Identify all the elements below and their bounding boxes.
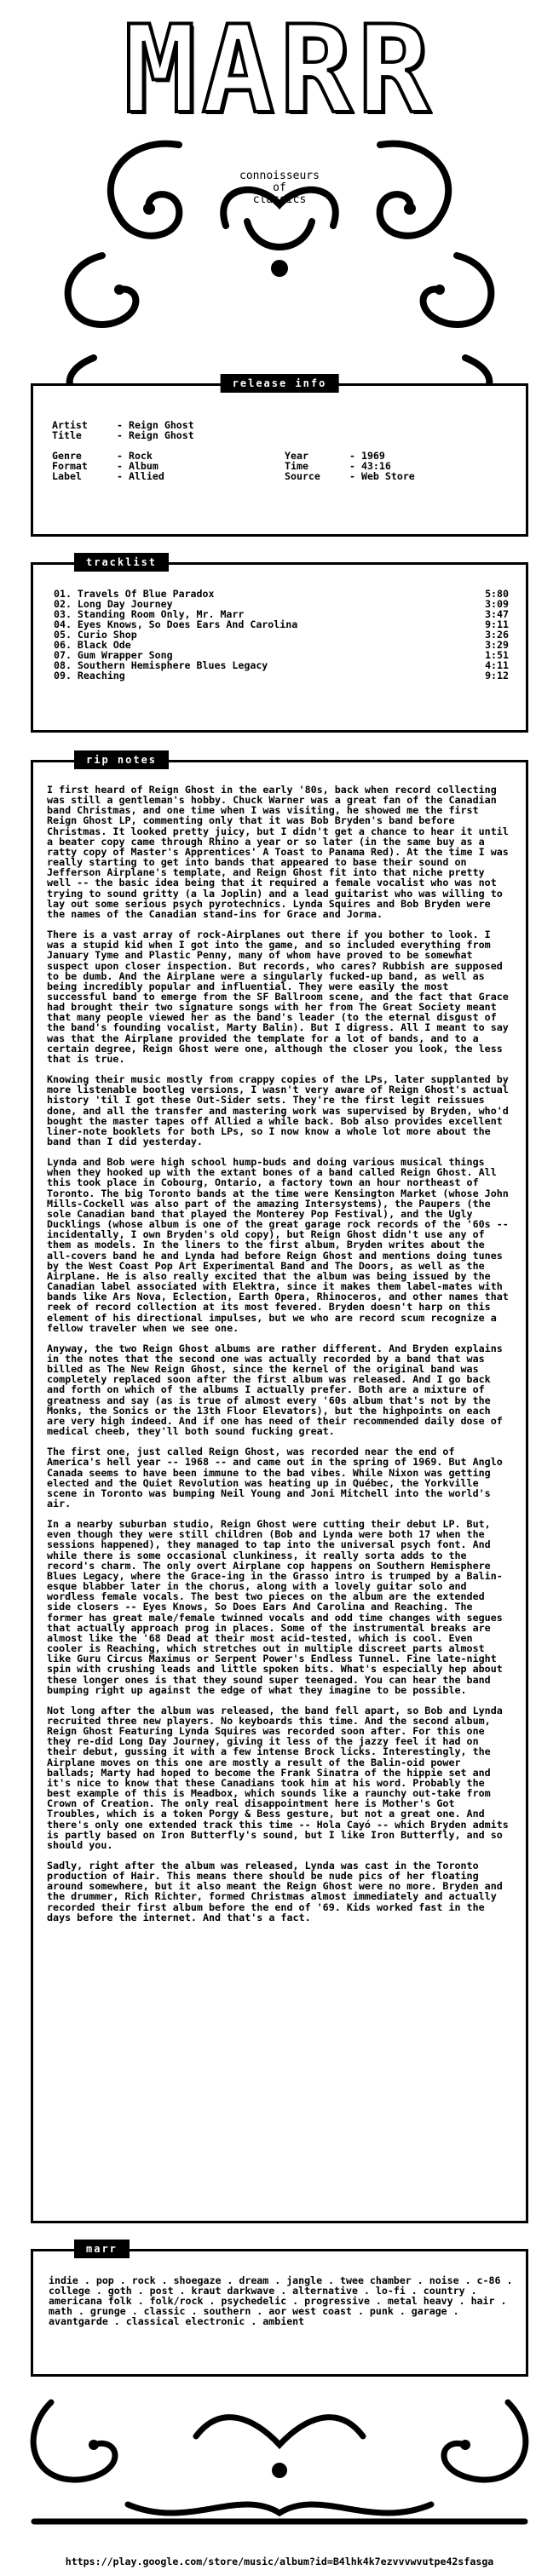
source-label: Source — [285, 470, 320, 482]
track-title: 06. Black Ode — [54, 639, 131, 651]
track-title: 03. Standing Room Only, Mr. Marr — [54, 608, 245, 620]
track-time: 3:29 — [485, 639, 509, 651]
time-value: - 43:16 — [349, 460, 391, 472]
rip-notes-paragraph: Anyway, the two Reign Ghost albums are rather different. And Bryden explains in the notes that the second one was actually recorded by a band that was billed as The New Reign Ghost, since the kernel of the original band was completely replaced soon after the first album was released. And I go back and forth on which of the albums I actually prefer. Both are a mixture of greatness and say (as is true of almost every '60s album that's not by the Monks, the Sonics or the 13th Floor Elevators), but the highpoints on each are very high indeed. And if one has need of their recommended daily dose of medical cheeb, they'll both sound fucking great. — [47, 1342, 503, 1438]
title-value: - Reign Ghost — [117, 429, 194, 441]
tracklist-panel — [31, 556, 528, 733]
track-title: 02. Long Day Journey — [54, 598, 173, 610]
rip-notes-paragraph: Knowing their music mostly from crappy copies of the LPs, later supplanted by more listenable bootleg versions, I wasn't very aware of Reign Ghost's actual history 'til I got these Out-Sider sets. They're the first legit reissues done, and all the transfer and mastering work was supervised by Bryden, who'd bought the master tapes off Allied a while back. Bob also provides excellent liner-note booklets for both LPs, so I now know a whole lot more about the band than I did yesterday. — [47, 1073, 509, 1147]
tagline — [0, 170, 559, 206]
track-time: 1:51 — [485, 649, 509, 661]
track-time: 3:47 — [485, 608, 509, 620]
label-label: Label — [52, 470, 82, 482]
track-time: 9:11 — [485, 618, 509, 630]
track-time: 9:12 — [485, 670, 509, 681]
format-label: Format — [52, 460, 88, 472]
format-value: - Album — [117, 460, 158, 472]
artist-value: - Reign Ghost — [117, 419, 194, 431]
rip-notes-paragraph: Not long after the album was released, the band fell apart, so Bob and Lynda recruited three new players. No keyboards this time. And the second album, Reign Ghost Featuring Lynda Squires was recorded soon after. For this one they re-did Long Day Journey, giving it less of the jazzy feel it had on their debut, gussing it with a few intense Brock licks. Interestingly, the Airplane moves on this one are mostly a result of the Balin-oid power ballads; Marty had hoped to become the Frank Sinatra of the hippie set and it's nice to know that these Canadians took him at his word. Probably the best example of this is Meadbox, which sounds like a raunchy out-take from Crown of Creation. The only real disappointment here is Mother's Got Troubles, which is a token Porgy & Bess gesture, but not a great one. And there's only one extended track this time -- Hola Cayó -- which Bryden admits is partly based on Iron Butterfly's sound, but I like Iron Butterfly, and so should you. — [47, 1704, 509, 1851]
track-title: 05. Curio Shop — [54, 629, 137, 641]
release-info-panel — [31, 377, 528, 537]
source-url-link[interactable]: https://play.google.com/store/music/album?id=B4lhk4k7ezvvvwvutpe42sfasga — [65, 2556, 494, 2567]
logo-text: MARR — [124, 0, 435, 141]
marr-logo — [0, 0, 559, 141]
rip-notes-paragraph: The first one, just called Reign Ghost, was recorded near the end of America's hell year -- 1968 -- and came out in the spring of 1969. But Anglo Canada seems to have been immune to the bad vibes. While Nixon was getting elected and the Quiet Revolution was heating up in Québec, the Yorkville scene in Toronto was bumping Neil Young and Joni Mitchell into the world's air. — [47, 1446, 503, 1509]
tagline-line: classics — [252, 193, 307, 206]
marr-tags-heading: marr — [74, 2240, 130, 2258]
tagline-line: connoisseurs — [239, 170, 320, 182]
tracklist-heading: tracklist — [74, 553, 169, 572]
track-row — [54, 670, 509, 681]
year-label: Year — [285, 450, 308, 462]
source-value: - Web Store — [349, 470, 415, 482]
title-label: Title — [52, 429, 82, 441]
track-title: 08. Southern Hemisphere Blues Legacy — [54, 659, 268, 671]
rip-notes-paragraph: In a nearby suburban studio, Reign Ghost were cutting their debut LP. But, even though they were still children (Bob and Lynda were both 17 when the sessions happened), they managed to tap into the universal psych font. And while there is some occasional clunkiness, it really sorta adds to the record's charm. The only overt Airplane cop happens on Southern Hemisphere Blues Legacy, where the Grace-ing in the Grasso intro is trumped by a Balin-esque blabber later in the chorus, along with a lovely guitar solo and wordless female vocals. The best two pieces on the album are the extended side closers -- Eyes Knows, So Does Ears And Carolina and Reaching. The former has great male/female twinned vocals and odd time changes with segues that actually approach prog in places. Some of the instrumental breaks are almost like the '68 Dead at their most acid-tested, which is cool. Even cooler is Reaching, which stretches out in multiple discreet parts almost like Guru Circus Maximus or Serpent Power's Endless Tunnel. Fine late-night spin with crushing leads and little spoken bits. What's especially hep about these longer ones is that they sound super teenaged. You can hear the band bumping right up against the edge of what they imagine to be possible. — [47, 1518, 503, 1696]
rip-notes-panel — [31, 754, 528, 2223]
track-time: 5:80 — [485, 588, 509, 600]
rip-notes-body — [33, 762, 526, 1941]
label-value: - Allied — [117, 470, 164, 482]
track-list — [33, 565, 526, 687]
artist-label: Artist — [52, 419, 88, 431]
year-value: - 1969 — [349, 450, 385, 462]
track-time: 4:11 — [485, 659, 509, 671]
rip-notes-paragraph: I first heard of Reign Ghost in the early '80s, back when record collecting was still a gentleman's hobby. Chuck Warner was a great fan of the Canadian band Christmas, and one time when I was visiting, he showed me the first Reign Ghost LP, commenting only that it was Bob Bryden's band before Christmas. It looked pretty juicy, but I didn't get a chance to hear it until a beater copy came through Rhino a year or so later (in the same buy as a ratty copy of Master's Apprentices' A Toast to Panama Red). At the time I was really starting to get into bands that appeared to base their sound on Jefferson Airplane's template, and Reign Ghost fit into that niche pretty well -- the basic idea being that it required a female vocalist who was not trying to sound gritty (a la Joplin) and a lead guitarist who was willing to lay out some serious psych pyrotechnics. Lynda Squires and Bob Bryden were the names of the Canadian stand-ins for Grace and Jorma. — [47, 784, 509, 920]
marr-tags-text: indie . pop . rock . shoegaze . dream . jangle . twee chamber . noise . c-86 . college . goth . post . kraut darkwave . alternative . lo-fi . country . americana folk . folk/rock . psychedelic . progressive . metal heavy . hair . math . grunge . classic . southern . aor west coast . punk . garage . avantgarde . classical electronic . ambient — [49, 2274, 513, 2327]
track-time: 3:26 — [485, 629, 509, 641]
rip-notes-heading: rip notes — [74, 750, 169, 769]
release-info-heading: release info — [221, 374, 339, 393]
rip-notes-paragraph: There is a vast array of rock-Airplanes out there if you bother to look. I was a stupid kid when I got into the game, and so included everything from January Tyme and Plastic Penny, many of whom have proved to be somewhat suspect upon closer inspection. But records, who cares? Rubbish are supposed to be dumb. And the Airplane were a singularly fucked-up band, as well as being incredibly popular and influential. They were easily the most successful band to emerge from the SF Ballroom scene, and the fact that Grace had brought their two signature songs with her from The Great Society meant that many people viewed her as the band's leader (to the eternal disgust of the band's founding vocalist, Marty Balin). But I digress. All I meant to say was that the Airplane provided the template for a lot of bands, and to a certain degree, Reign Ghost were one, although the closer you look, the less that is true. — [47, 929, 509, 1065]
track-title: 04. Eyes Knows, So Does Ears And Carolina — [54, 618, 298, 630]
track-time: 3:09 — [485, 598, 509, 610]
track-title: 07. Gum Wrapper Song — [54, 649, 173, 661]
footer-ornament — [0, 2385, 559, 2544]
rip-notes-paragraph: Lynda and Bob were high school hump-buds and doing various musical things when they hooked up with the extant bones of a band called Reign Ghost. All this took place in Cobourg, Ontario, a factory town an hour northeast of Toronto. The big Toronto bands at the time were Kensington Market (whose John Mills-Cockell was also part of the amazing Intersystems), the Paupers (the sole Canadian band that played the Monterey Pop Festival), and the Ugly Ducklings (whose album is one of the great garage rock records of the '60s -- incidentally, I own Bryden's old copy), but Reign Ghost didn't use any of them as models. In the liners to the first album, Bryden writes about the all-covers band he and Lynda had before Reign Ghost and mentions doing tunes by the West Coast Pop Art Experimental Band and The Doors, as well as the Airplane. He is also really excited that the album was being issued by the Canadian label associated with Elektra, since it makes them label-mates with bands like Ars Nova, Eclection, Earth Opera, Rhinoceros, and other names that reek of record collection at its most fevered. Bryden doesn't harp on this element of his directional impulses, but we who are record scum recognize a fellow traveler when we see one. — [47, 1156, 509, 1334]
genre-label: Genre — [52, 450, 82, 462]
rip-notes-paragraph: Sadly, right after the album was released, Lynda was cast in the Toronto production of Hair. This means there should be nude pics of her floating around somewhere, but it also meant the Reign Ghost were no more. Bryden and the drummer, Rich Richter, formed Christmas almost immediately and actually recorded their first album before the end of '69. Kids worked fast in the days before the internet. And that's a fact. — [47, 1860, 503, 1923]
tagline-line: of — [273, 181, 286, 194]
time-label: Time — [285, 460, 308, 472]
marr-tags-panel — [31, 2243, 528, 2377]
track-title: 09. Reaching — [54, 670, 125, 681]
track-title: 01. Travels Of Blue Paradox — [54, 588, 215, 600]
genre-value: - Rock — [117, 450, 153, 462]
